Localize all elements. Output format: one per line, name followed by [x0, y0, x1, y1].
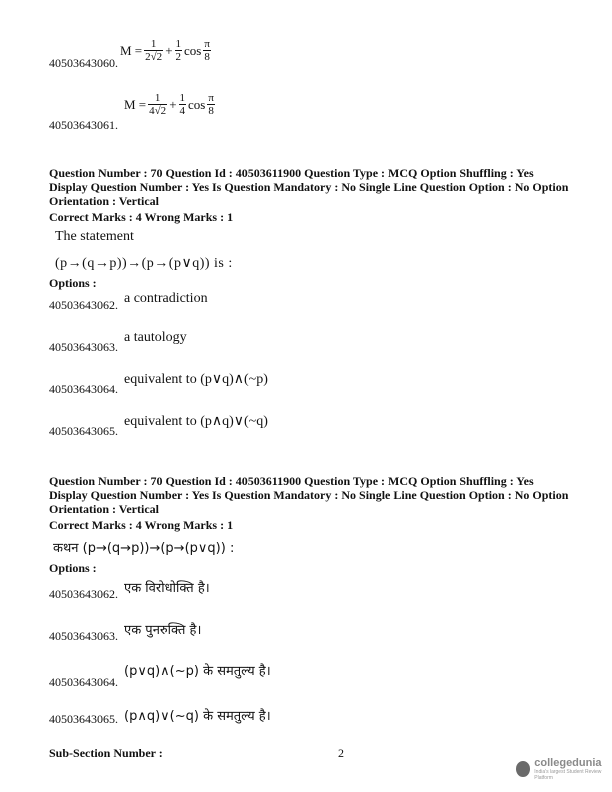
logo-text: collegedunia [534, 757, 602, 769]
options-label: Options : [49, 276, 97, 290]
cos-fn: cos [188, 96, 206, 112]
numerator: 1 [175, 38, 182, 50]
eq-prefix: M = [124, 96, 147, 112]
question-meta-hindi [49, 474, 589, 532]
option-id: 40503643062. [49, 298, 118, 312]
meta-line: Display Question Number : Yes Is Question Mandatory : No Single Line Question Option : No Option [49, 180, 569, 194]
option-id: 40503643065. [49, 712, 118, 726]
numerator: π [208, 92, 214, 104]
fraction [175, 38, 183, 63]
option-id: 40503643061. [49, 118, 118, 132]
fraction [179, 92, 187, 117]
statement-expression: (p→(q→p))→(p→(p∨q)) is : [55, 256, 233, 271]
logo-tagline: India's largest Student Review Platform [534, 769, 602, 781]
denominator: 4 [179, 105, 186, 117]
option-text[interactable]: equivalent to (p∧q)∨(~q) [124, 414, 268, 429]
option-text[interactable]: (p∧q)∨(~q) के समतुल्य है। [124, 709, 271, 724]
option-text[interactable]: a tautology [124, 330, 187, 345]
numerator: 1 [179, 92, 186, 104]
option-text[interactable]: एक विरोधोक्ति है। [124, 581, 210, 596]
logo-icon [516, 761, 530, 777]
question-meta-english [49, 166, 589, 224]
option-text[interactable]: a contradiction [124, 291, 208, 306]
meta-line: Question Number : 70 Question Id : 40503611900 Question Type : MCQ Option Shuffling : Yes [49, 474, 534, 488]
statement-hindi: कथन (p→(q→p))→(p→(p∨q)) : [53, 541, 235, 556]
numerator: 1 [144, 38, 163, 51]
denominator: 2 [175, 51, 182, 63]
meta-line: Display Question Number : Yes Is Question Mandatory : No Single Line Question Option : No Option [49, 488, 569, 502]
fraction [203, 38, 211, 63]
eq-prefix: M = [120, 42, 143, 58]
meta-line: Question Number : 70 Question Id : 40503611900 Question Type : MCQ Option Shuffling : Yes [49, 166, 534, 180]
option-id: 40503643064. [49, 675, 118, 689]
option-id: 40503643062. [49, 587, 118, 601]
fraction [144, 38, 163, 63]
logo-text-group [534, 757, 612, 781]
collegedunia-logo [516, 757, 612, 781]
option-id: 40503643063. [49, 629, 118, 643]
fraction [207, 92, 215, 117]
meta-line: Orientation : Vertical [49, 502, 159, 516]
fraction [148, 92, 167, 117]
denominator: 8 [204, 51, 210, 63]
plus-sign: + [169, 96, 177, 112]
plus-sign: + [165, 42, 173, 58]
denominator: 8 [208, 105, 214, 117]
option-text[interactable]: equivalent to (p∨q)∧(~p) [124, 372, 268, 387]
meta-line: Orientation : Vertical [49, 194, 159, 208]
option-text[interactable]: एक पुनरुक्ति है। [124, 623, 202, 638]
page-number: 2 [338, 746, 344, 760]
option-id: 40503643063. [49, 340, 118, 354]
option-id: 40503643065. [49, 424, 118, 438]
marks-line: Correct Marks : 4 Wrong Marks : 1 [49, 210, 234, 224]
numerator: 1 [148, 92, 167, 105]
equation-option-2 [124, 92, 215, 117]
option-id: 40503643060. [49, 56, 118, 70]
statement-label: The statement [55, 229, 134, 244]
denominator: 4√2 [149, 105, 167, 117]
option-text[interactable]: (p∨q)∧(~p) के समतुल्य है। [124, 664, 271, 679]
marks-line: Correct Marks : 4 Wrong Marks : 1 [49, 518, 234, 532]
option-id: 40503643064. [49, 382, 118, 396]
subsection-label: Sub-Section Number : [49, 746, 163, 760]
options-label: Options : [49, 561, 97, 575]
numerator: π [204, 38, 210, 50]
cos-fn: cos [184, 42, 202, 58]
equation-option-1 [120, 38, 211, 63]
denominator: 2√2 [145, 51, 163, 63]
